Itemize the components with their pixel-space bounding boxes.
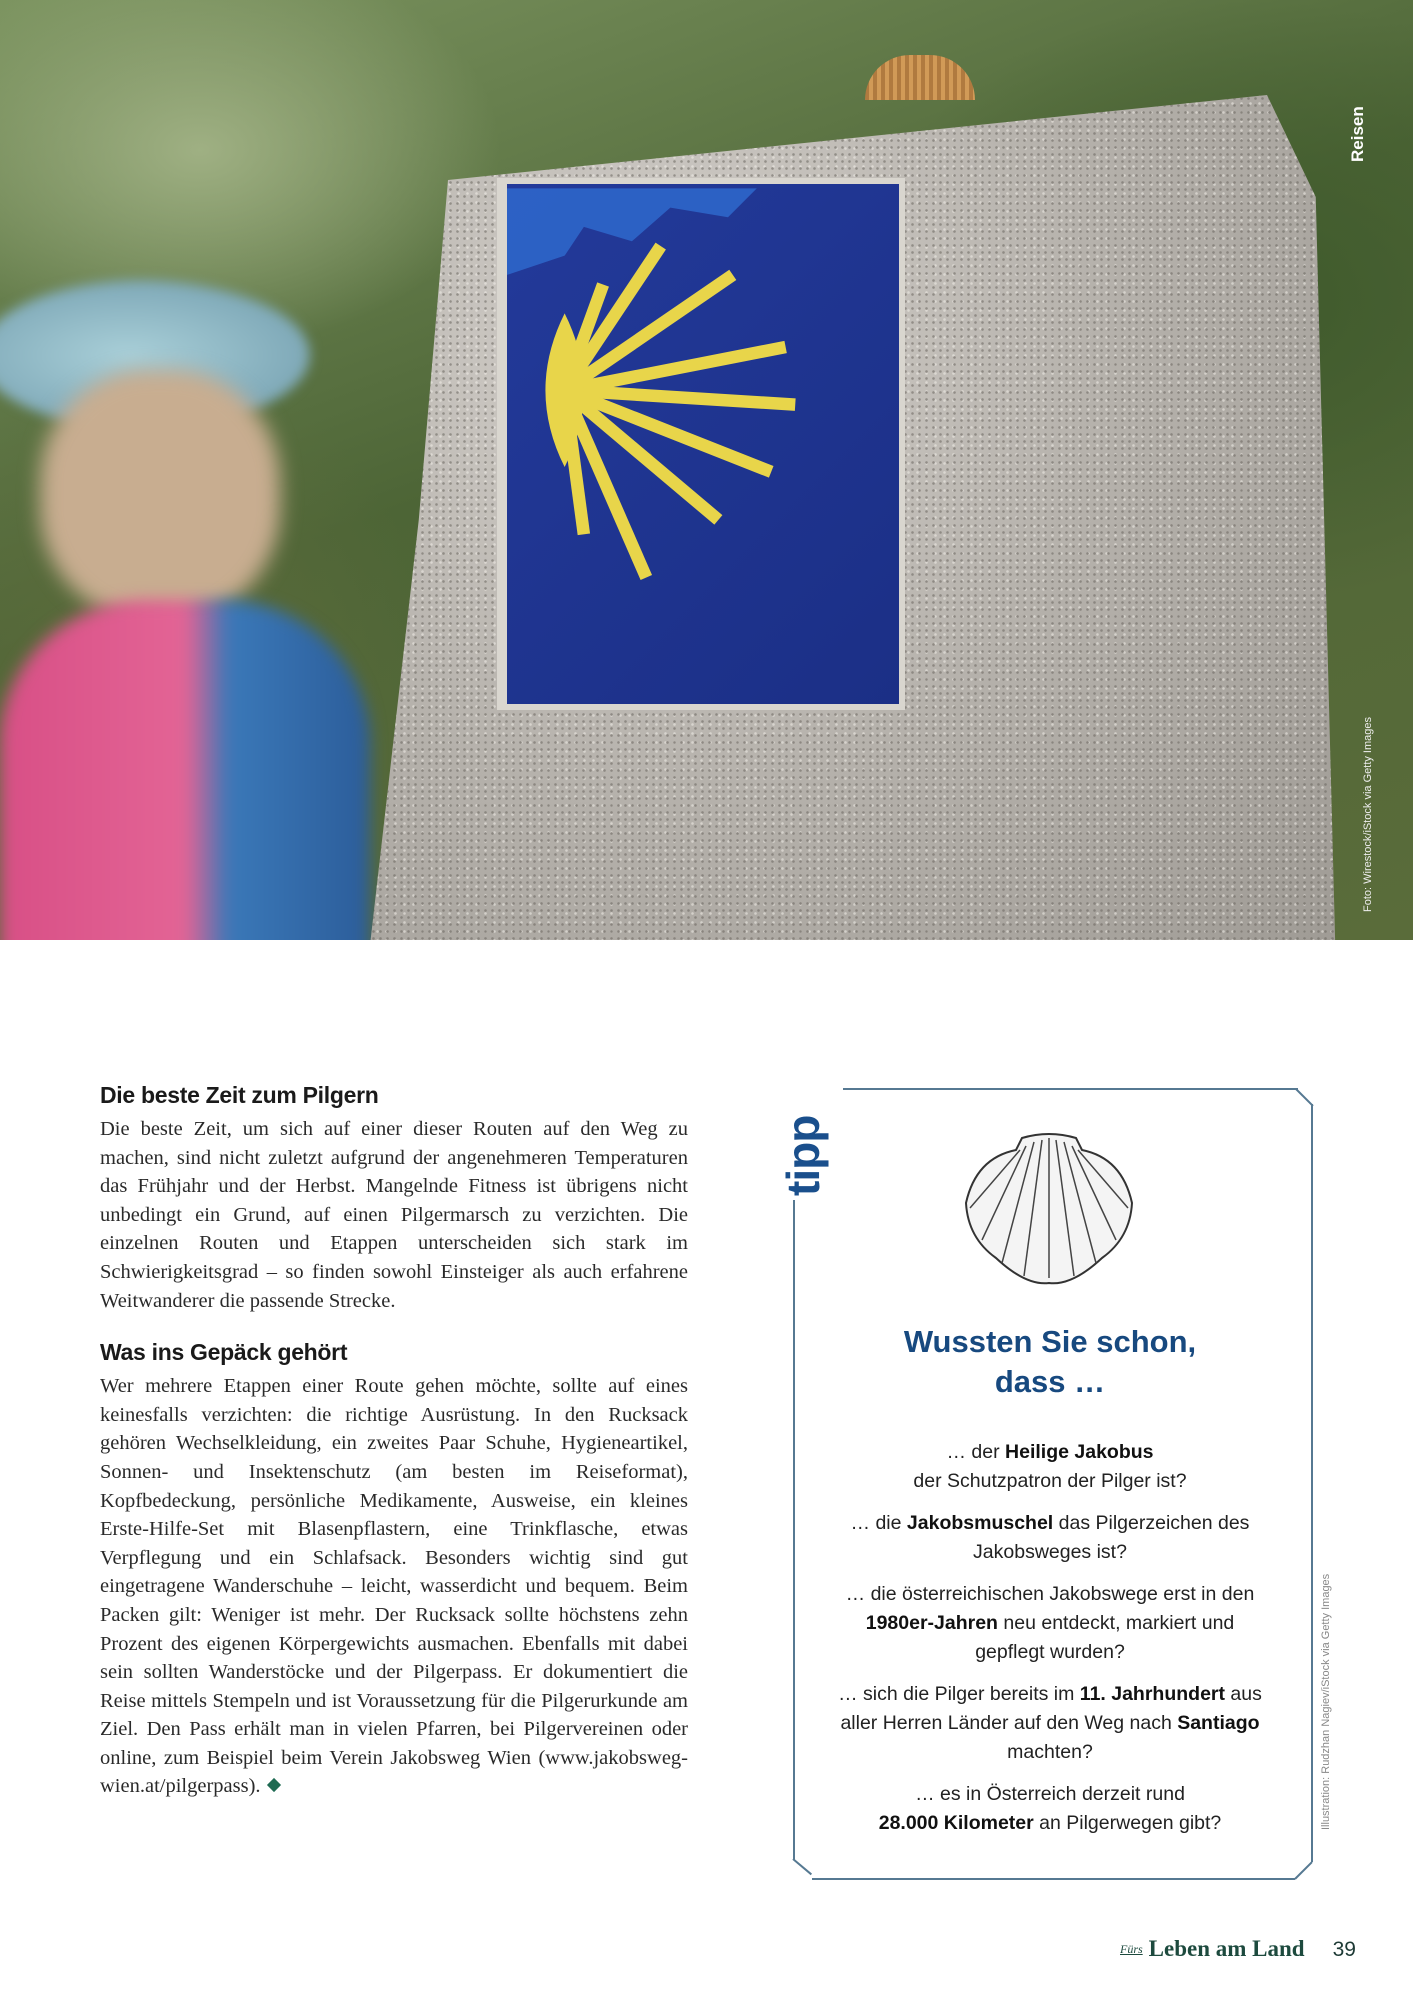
tipp-title-line: dass … xyxy=(994,1364,1106,1399)
brand-name: Leben am Land xyxy=(1148,1936,1305,1961)
end-mark-icon xyxy=(266,1778,280,1792)
fact-text: das Pilgerzeichen des Jakobsweges ist? xyxy=(973,1512,1250,1563)
fact-highlight: Heilige Jakobus xyxy=(1005,1441,1154,1463)
divider xyxy=(792,1858,812,1875)
stone-knob xyxy=(865,55,975,100)
section-tag xyxy=(1348,92,1378,164)
fact-highlight: Santiago xyxy=(1177,1712,1260,1734)
fact-highlight: Jakobsmuschel xyxy=(906,1512,1054,1534)
fact-item xyxy=(830,1509,1270,1567)
fact-text: … es in Österreich derzeit rund xyxy=(915,1783,1185,1805)
divider xyxy=(1294,1861,1312,1879)
fact-text: … der xyxy=(946,1441,1006,1463)
fact-item xyxy=(830,1780,1270,1838)
pilgrim-shirt xyxy=(0,600,370,940)
pilgrim-head xyxy=(40,370,280,620)
scallop-rays-icon xyxy=(507,184,899,704)
page-footer xyxy=(1120,1936,1356,1962)
brand-prefix: Fürs xyxy=(1120,1942,1143,1956)
section-body: Die beste Zeit, um sich auf einer dieser Routen auf den Weg zu machen, sind nicht zuletzt aufgrund der angenehmeren Temperaturen das Frühjahr und der Herbst. Mangelnde Fitness ist übrigens nicht unbedingt ein Grund, auf einen Pilgermarsch zu verzichten. Die einzelnen Routen und Etappen unterscheiden sich stark im Schwierigkeitsgrad – so finden sowohl Einsteiger als auch erfahrene Weitwanderer die passende Strecke. xyxy=(100,1118,688,1312)
tipp-title-line: Wussten Sie schon, xyxy=(903,1324,1197,1359)
fact-highlight: 1980er-Jahren xyxy=(865,1612,998,1634)
fact-item xyxy=(830,1438,1270,1496)
divider xyxy=(793,1200,795,1860)
section-body xyxy=(100,1372,688,1801)
fact-text: der Schutzpatron der Pilger ist? xyxy=(913,1470,1187,1492)
fact-highlight: 28.000 Kilometer xyxy=(878,1812,1034,1834)
fact-item xyxy=(830,1680,1270,1767)
fact-text: machten? xyxy=(1007,1741,1093,1763)
fact-list xyxy=(830,1438,1270,1851)
fact-text: an Pilgerwegen gibt? xyxy=(1033,1812,1222,1834)
page-number: 39 xyxy=(1332,1938,1356,1961)
divider xyxy=(843,1088,1298,1090)
fact-highlight: 11. Jahrhundert xyxy=(1079,1683,1226,1705)
section-label: Reisen xyxy=(1348,106,1367,162)
illustration-credit: Illustration: Rudzhan Nagiev/iStock via Getty Images xyxy=(1320,1573,1332,1830)
hero-photo xyxy=(0,0,1413,940)
fact-item xyxy=(830,1580,1270,1667)
fact-text: neu entdeckt, markiert und gepflegt wurden? xyxy=(975,1612,1235,1663)
divider xyxy=(812,1878,1295,1880)
fact-text: … die xyxy=(850,1512,907,1534)
fact-text: … sich die Pilger bereits im xyxy=(838,1683,1080,1705)
divider xyxy=(1311,1104,1313,1862)
fact-text: aus aller Herren Länder auf den Weg nach xyxy=(840,1683,1262,1734)
section-body-text: Wer mehrere Etappen einer Route gehen möchte, sollte auf eines keinesfalls verzichten: die richtige Ausrüstung. In den Rucksack gehören Wechselkleidung, ein zweites Paar Schuhe, Hygieneartikel, Sonnen- und Insektenschutz (am besten im Reiseformat), Kopfbedeckung, persönliche Medikamente, Ausweise, ein kleines Erste-Hilfe-Set mit Blasenpflastern, eine Trinkflasche, etwas Verpflegung und ein Schlafsack. Besonders wichtig sind gut eingetragene Wanderschuhe – leicht, wasserdicht und bequem. Beim Packen gilt: Weniger ist mehr. Der Rucksack sollte höchstens zehn Prozent des eigenen Körpergewichts ausmachen. Ebenfalls mit dabei sein sollten Wanderstöcke und der Pilgerpass. Er dokumentiert die Reise mittels Stempeln und ist Voraussetzung für die Pilgerurkunde am Ziel. Den Pass erhält man in vielen Pfarren, bei Pilgervereinen oder online, zum Beispiel beim Verein Jakobsweg Wien (www.jakobsweg-wien.at/pilgerpass). xyxy=(100,1375,688,1798)
fact-text: … die österreichischen Jakobswege erst in den xyxy=(845,1583,1255,1605)
scallop-shell-icon xyxy=(962,1128,1136,1288)
tipp-label: tipp xyxy=(777,1115,829,1196)
article-column xyxy=(100,1082,688,1801)
scallop-shell-tile xyxy=(497,178,905,710)
tipp-title xyxy=(830,1322,1270,1402)
section-heading: Die beste Zeit zum Pilgern xyxy=(100,1082,379,1108)
photo-credit: Foto: Wirestock/iStock via Getty Images xyxy=(1362,716,1374,912)
section-heading: Was ins Gepäck gehört xyxy=(100,1339,348,1366)
